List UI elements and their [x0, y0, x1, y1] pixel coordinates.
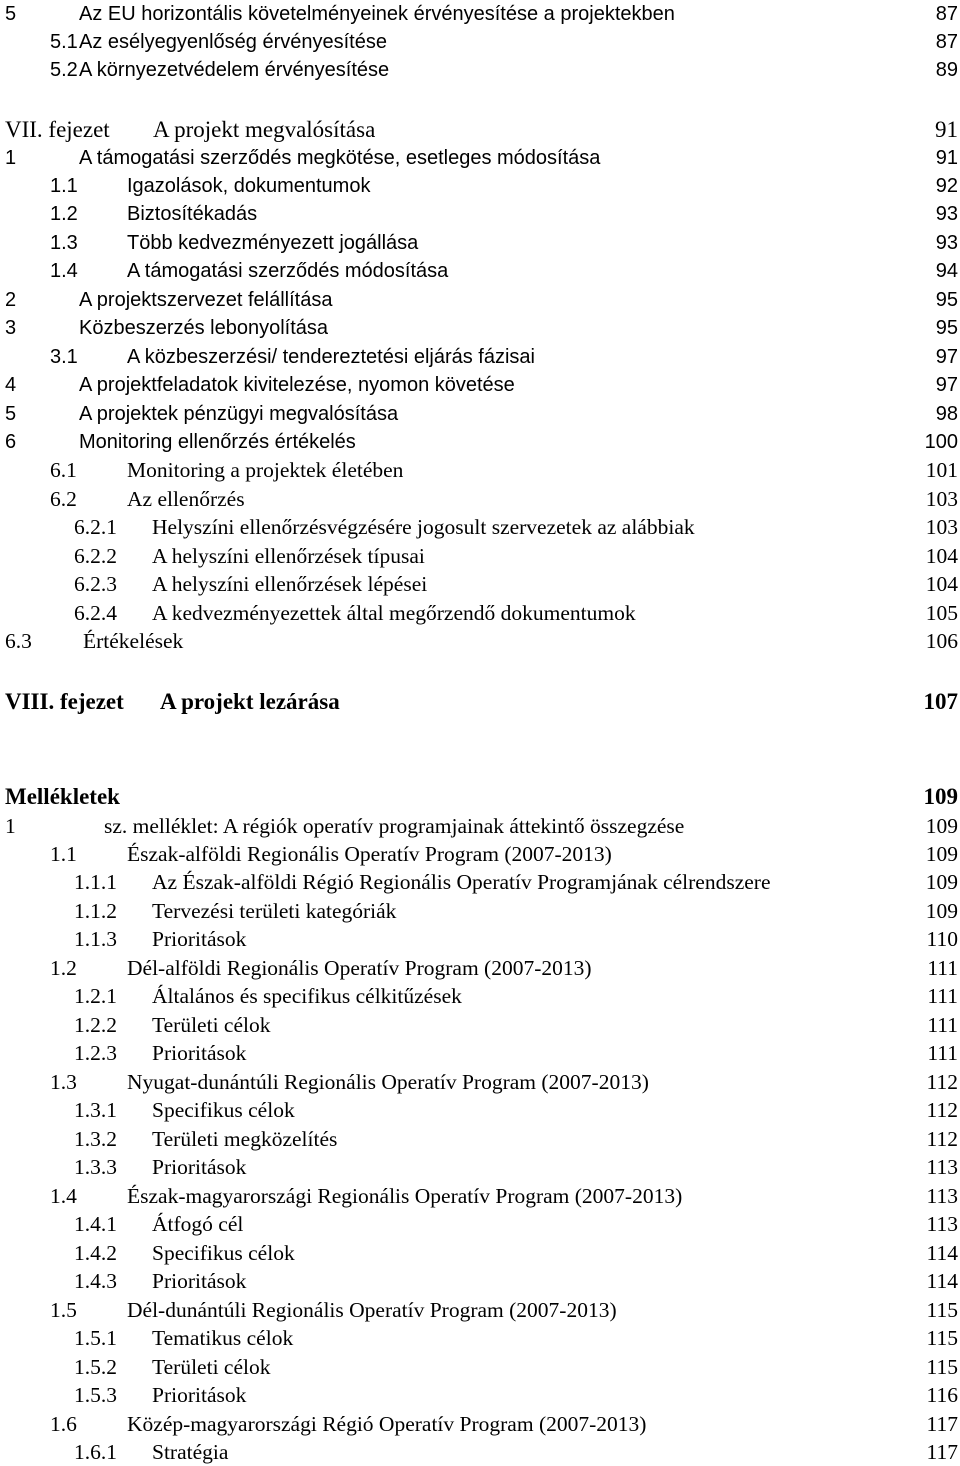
toc-entry-number: 1.1 [50, 175, 78, 197]
toc-entry-number: 1.1.1 [74, 870, 117, 894]
toc-entry-number: 3.1 [50, 346, 78, 368]
toc-entry-page: 97 [935, 346, 958, 368]
toc-entry-page: 109 [925, 899, 958, 923]
toc-entry-page: 87 [935, 3, 958, 25]
toc-entry-number: 1.3 [50, 1070, 77, 1094]
toc-entry-number: 1.2.3 [74, 1041, 117, 1065]
toc-entry-number: 6.2.4 [74, 601, 117, 625]
toc-entry-page: 107 [923, 689, 958, 714]
toc-entry-number: 1.4.3 [74, 1269, 117, 1293]
toc-entry-title: Több kedvezményezett jogállása [127, 232, 419, 254]
toc-entry-page: 115 [926, 1326, 958, 1350]
toc-entry-page: 114 [926, 1241, 958, 1265]
toc-entry [0, 688, 960, 716]
toc-entry-page: 103 [925, 487, 958, 511]
toc-entry-number: 5 [5, 3, 17, 25]
toc-entry-number: 5.2 [50, 59, 78, 81]
toc-entry-page: 110 [926, 927, 958, 951]
toc-entry-page: 106 [925, 629, 958, 653]
toc-entry-title: Prioritások [152, 1041, 247, 1065]
toc-entry [0, 116, 960, 144]
toc-entry-number: 5.1 [50, 31, 78, 53]
toc-entry-page: 95 [935, 317, 958, 339]
toc-entry-page: 113 [926, 1212, 958, 1236]
toc-entry [0, 28, 960, 56]
toc-entry [0, 627, 960, 655]
toc-entry-number: 1.4 [50, 1184, 77, 1208]
toc-entry-title: A környezetvédelem érvényesítése [79, 59, 390, 81]
toc-entry-title: Igazolások, dokumentumok [127, 175, 371, 197]
toc-entry-title: Az EU horizontális követelményeinek érvényesítése a projektekben [79, 3, 675, 25]
toc-entry-title: Helyszíni ellenőrzésvégzésére jogosult szervezetek az alábbiak [152, 515, 695, 539]
toc-entry-page: 109 [925, 870, 958, 894]
toc-entry-title: Nyugat-dunántúli Regionális Operatív Program (2007-2013) [127, 1070, 649, 1094]
toc-entry-title: A támogatási szerződés megkötése, esetleges módosítása [79, 147, 601, 169]
toc-entry-number: 1.2 [50, 203, 78, 225]
toc-entry [0, 485, 960, 513]
toc-entry-number: 6.2 [50, 487, 77, 511]
toc-entry-number: VII. fejezet [5, 117, 110, 142]
toc-entry-number: 6 [5, 431, 17, 453]
toc-entry-page: 109 [925, 842, 958, 866]
toc-entry-page: 113 [926, 1184, 958, 1208]
toc-entry-title: Specifikus célok [152, 1098, 295, 1122]
toc-entry [0, 840, 960, 868]
toc-entry-number: 1 [5, 147, 17, 169]
toc-entry-number: 1.5.1 [74, 1326, 117, 1350]
toc-entry-title: Tematikus célok [152, 1326, 294, 1350]
toc-entry [0, 954, 960, 982]
toc-entry-title: A projekt lezárása [160, 689, 340, 714]
toc-entry-page: 93 [935, 203, 958, 225]
toc-entry-title: Biztosítékadás [127, 203, 258, 225]
toc-entry [0, 570, 960, 598]
toc-entry-title: Dél-dunántúli Regionális Operatív Program (2007-2013) [127, 1298, 617, 1322]
toc-entry-title: Észak-magyarországi Regionális Operatív Program (2007-2013) [127, 1184, 683, 1208]
toc-entry [0, 1011, 960, 1039]
toc-entry [0, 1410, 960, 1438]
toc-entry [0, 1153, 960, 1181]
toc-entry [0, 1210, 960, 1238]
toc-entry-page: 104 [925, 544, 958, 568]
toc-entry-number: 1.2.1 [74, 984, 117, 1008]
toc-entry [0, 229, 960, 257]
toc-entry [0, 982, 960, 1010]
toc-entry-title: Prioritások [152, 1383, 247, 1407]
toc-entry [0, 868, 960, 896]
toc-entry-title: A projekt megvalósítása [153, 117, 376, 142]
toc-entry-number: 6.1 [50, 458, 77, 482]
toc-entry-page: 109 [923, 784, 958, 809]
toc-entry-number: 1.4 [50, 260, 78, 282]
toc-entry-number: 5 [5, 403, 17, 425]
toc-entry-page: 103 [925, 515, 958, 539]
toc-entry-page: 113 [926, 1155, 958, 1179]
toc-entry-title: Az Észak-alföldi Régió Regionális Operatív Programjának célrendszere [152, 870, 771, 894]
toc-entry [0, 286, 960, 314]
toc-entry-number: 1.2 [50, 956, 77, 980]
toc-entry-number: 6.2.3 [74, 572, 117, 596]
toc-entry-number: 1.5.2 [74, 1355, 117, 1379]
toc-entry-page: 116 [926, 1383, 958, 1407]
toc-entry [0, 1353, 960, 1381]
toc-entry-page: 112 [926, 1127, 958, 1151]
toc-entry-page: 104 [925, 572, 958, 596]
toc-entry [0, 599, 960, 627]
toc-entry-title: A közbeszerzési/ tendereztetési eljárás fázisai [127, 346, 535, 368]
toc-entry-title: Mellékletek [5, 784, 120, 809]
toc-entry-number: 1.5 [50, 1298, 77, 1322]
toc-entry-page: 97 [935, 374, 958, 396]
toc-entry [0, 1182, 960, 1210]
toc-entry [0, 1296, 960, 1324]
toc-entry-page: 115 [926, 1355, 958, 1379]
toc-entry-number: 1.5.3 [74, 1383, 117, 1407]
toc-entry-title: Közép-magyarországi Régió Operatív Program (2007-2013) [127, 1412, 647, 1436]
toc-entry-number: 1.1.2 [74, 899, 117, 923]
toc-entry [0, 1096, 960, 1124]
toc-entry [0, 1239, 960, 1267]
toc-entry-number: 1.4.1 [74, 1212, 117, 1236]
toc-entry [0, 456, 960, 484]
toc-entry-page: 87 [935, 31, 958, 53]
toc-entry-title: A helyszíni ellenőrzések lépései [152, 572, 428, 596]
toc-entry-number: 1.4.2 [74, 1241, 117, 1265]
toc-entry-title: A támogatási szerződés módosítása [127, 260, 449, 282]
toc-entry [0, 343, 960, 371]
toc-entry-number: 4 [5, 374, 17, 396]
toc-entry-title: Értékelések [83, 629, 184, 653]
toc-entry-title: A projektek pénzügyi megvalósítása [79, 403, 399, 425]
toc-entry-title: Monitoring ellenőrzés értékelés [79, 431, 356, 453]
toc-entry-title: Általános és specifikus célkitűzések [152, 984, 462, 1008]
toc-entry [0, 1039, 960, 1067]
toc-entry-title: Prioritások [152, 927, 247, 951]
toc-entry [0, 1267, 960, 1295]
toc-entry-page: 115 [926, 1298, 958, 1322]
toc-entry [0, 144, 960, 172]
toc-entry-page: 91 [935, 117, 958, 142]
toc-entry-title: Dél-alföldi Regionális Operatív Program (2007-2013) [127, 956, 592, 980]
toc-entry-title: Stratégia [152, 1440, 229, 1464]
toc-entry-title: Prioritások [152, 1155, 247, 1179]
toc-entry [0, 1125, 960, 1153]
toc-entry-page: 114 [926, 1269, 958, 1293]
toc-entry [0, 783, 960, 811]
toc-entry-page: 111 [927, 984, 958, 1008]
toc-entry-title: Észak-alföldi Regionális Operatív Program (2007-2013) [127, 842, 612, 866]
toc-entry [0, 1324, 960, 1352]
toc-entry-title: Átfogó cél [152, 1212, 244, 1236]
toc-entry-page: 100 [924, 431, 958, 453]
toc-entry-title: Tervezési területi kategóriák [152, 899, 397, 923]
toc-entry-number: 1.3.3 [74, 1155, 117, 1179]
toc-entry-number: 1.3.1 [74, 1098, 117, 1122]
toc-entry-page: 98 [935, 403, 958, 425]
toc-entry-page: 117 [926, 1412, 958, 1436]
toc-entry-title: Az ellenőrzés [127, 487, 245, 511]
toc-entry [0, 925, 960, 953]
toc-entry-page: 94 [935, 260, 958, 282]
toc-entry-title: Specifikus célok [152, 1241, 295, 1265]
toc-entry [0, 400, 960, 428]
toc-entry-page: 93 [935, 232, 958, 254]
toc-entry-page: 111 [927, 1013, 958, 1037]
toc-entry-title: Területi megközelítés [152, 1127, 338, 1151]
toc-entry [0, 0, 960, 28]
toc-entry [0, 1068, 960, 1096]
toc-entry [0, 257, 960, 285]
toc-entry [0, 428, 960, 456]
toc-entry [0, 200, 960, 228]
toc-entry [0, 513, 960, 541]
toc-entry-page: 112 [926, 1070, 958, 1094]
toc-entry [0, 371, 960, 399]
toc-entry-page: 112 [926, 1098, 958, 1122]
toc-entry-title: Területi célok [152, 1355, 271, 1379]
toc-entry-title: Területi célok [152, 1013, 271, 1037]
toc-entry-title: A projektfeladatok kivitelezése, nyomon követése [79, 374, 515, 396]
toc-entry-number: 1.6.1 [74, 1440, 117, 1464]
toc-entry-number: VIII. fejezet [5, 689, 124, 714]
toc-entry-title: A helyszíni ellenőrzések típusai [152, 544, 425, 568]
toc-entry-page: 111 [927, 956, 958, 980]
toc-entry [0, 314, 960, 342]
toc-entry-number: 6.3 [5, 629, 32, 653]
toc-entry-title: Közbeszerzés lebonyolítása [79, 317, 329, 339]
toc-entry-title: Monitoring a projektek életében [127, 458, 404, 482]
toc-entry-number: 6.2.2 [74, 544, 117, 568]
toc-entry-number: 3 [5, 317, 17, 339]
toc-entry-number: 1.3 [50, 232, 78, 254]
toc-entry-title: sz. melléklet: A régiók operatív programjainak áttekintő összegzése [104, 814, 685, 838]
toc-entry-page: 92 [935, 175, 958, 197]
toc-entry-number: 1.6 [50, 1412, 77, 1436]
toc-entry-page: 101 [925, 458, 958, 482]
toc-entry [0, 56, 960, 84]
toc-entry-number: 1.1.3 [74, 927, 117, 951]
toc-entry-page: 109 [925, 814, 958, 838]
toc-entry-number: 1.3.2 [74, 1127, 117, 1151]
toc-entry-number: 1.1 [50, 842, 77, 866]
toc-entry-page: 105 [925, 601, 958, 625]
toc-entry-title: A projektszervezet felállítása [79, 289, 333, 311]
toc-entry-page: 111 [927, 1041, 958, 1065]
toc-entry [0, 897, 960, 925]
toc-entry [0, 812, 960, 840]
toc-entry [0, 542, 960, 570]
toc-entry-title: Prioritások [152, 1269, 247, 1293]
toc-entry-page: 89 [935, 59, 958, 81]
toc-entry [0, 172, 960, 200]
toc-entry-title: Az esélyegyenlőség érvényesítése [79, 31, 387, 53]
toc-entry-page: 91 [935, 147, 958, 169]
toc-entry-number: 6.2.1 [74, 515, 117, 539]
toc-entry-number: 1 [5, 814, 16, 838]
toc-entry-number: 1.2.2 [74, 1013, 117, 1037]
toc-entry-number: 2 [5, 289, 17, 311]
toc-entry [0, 1381, 960, 1409]
toc-entry-page: 117 [926, 1440, 958, 1464]
toc-entry-title: A kedvezményezettek által megőrzendő dokumentumok [152, 601, 636, 625]
toc-entry [0, 1438, 960, 1466]
toc-entry-page: 95 [935, 289, 958, 311]
